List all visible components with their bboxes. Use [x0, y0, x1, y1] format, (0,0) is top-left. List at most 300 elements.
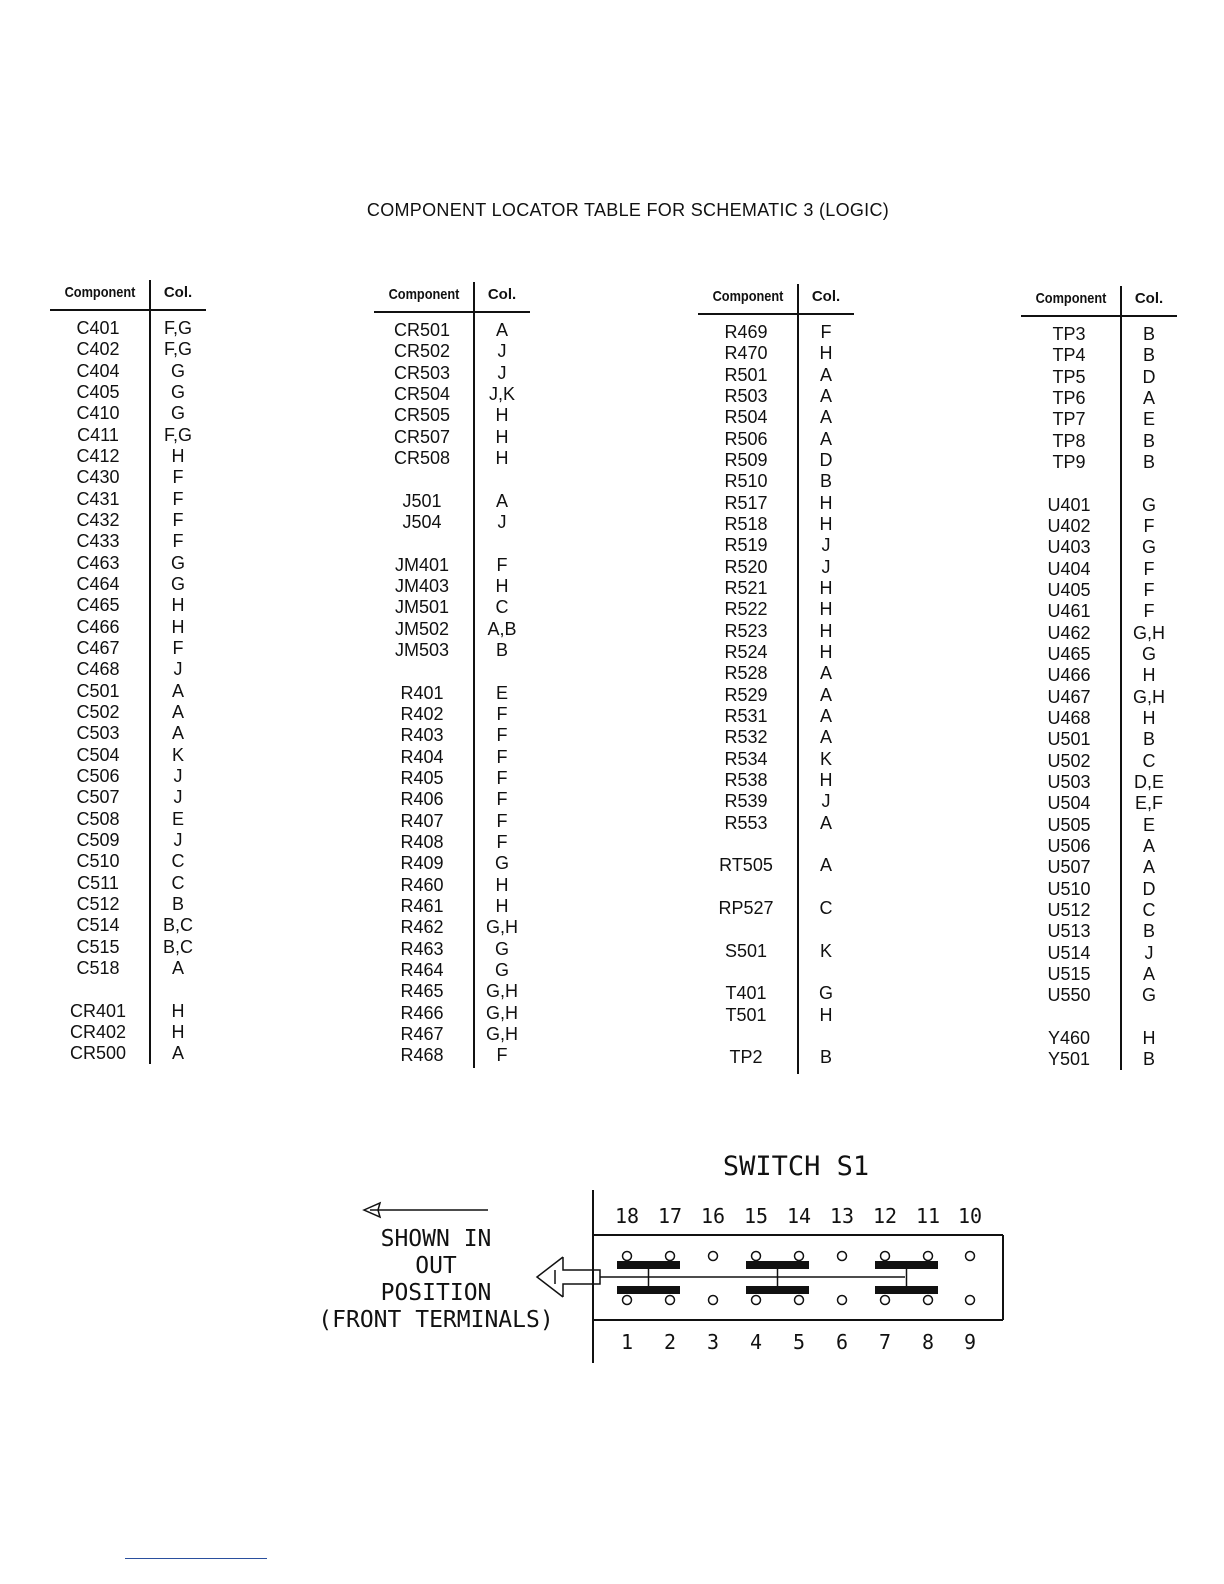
component-cell: U501 — [1047, 729, 1091, 750]
col-cell: H — [171, 445, 185, 466]
col-cell: J,K — [488, 383, 515, 404]
col-cell: E — [1142, 814, 1155, 835]
col-cell: G — [170, 403, 185, 424]
contact-bar — [746, 1261, 809, 1269]
component-cell: U401 — [1047, 494, 1091, 515]
col-cell: H — [819, 513, 833, 534]
terminal-dot — [795, 1252, 804, 1261]
col-cell: G — [1141, 494, 1156, 515]
top-pin-label: 18 — [614, 1204, 640, 1228]
col-cell: G,H — [485, 1002, 518, 1023]
component-cell: R463 — [400, 938, 444, 959]
bottom-pin-label: 1 — [620, 1330, 634, 1354]
col-cell: G,H — [485, 917, 518, 938]
component-cell: R404 — [400, 746, 444, 767]
component-cell: JM401 — [394, 554, 450, 575]
component-cell: R517 — [724, 492, 768, 513]
component-cell: S501 — [724, 940, 768, 961]
component-cell: R408 — [400, 831, 444, 852]
component-cell: R402 — [400, 703, 444, 724]
component-cell: R510 — [724, 471, 768, 492]
component-cell: T401 — [725, 983, 767, 1004]
col-cell: K — [819, 940, 832, 961]
col-cell: F — [1143, 601, 1155, 622]
contact-bar — [617, 1261, 680, 1269]
col-cell: H — [1142, 707, 1156, 728]
terminal-dot — [623, 1296, 632, 1305]
col-cell: C — [819, 897, 833, 918]
col-cell: J — [821, 556, 831, 577]
component-cell: U514 — [1047, 942, 1091, 963]
component-cell: R462 — [400, 917, 444, 938]
col-cell: F — [496, 554, 508, 575]
component-cell: U466 — [1047, 665, 1091, 686]
col-cell: A — [819, 364, 832, 385]
col-cell: G,H — [485, 1023, 518, 1044]
component-cell: U467 — [1047, 686, 1091, 707]
col-cell: F,G — [163, 424, 192, 445]
col-cell: H — [1142, 1027, 1156, 1048]
component-cell: U465 — [1047, 643, 1091, 664]
component-cell: CR402 — [69, 1021, 127, 1042]
component-cell: CR500 — [69, 1043, 127, 1064]
col-cell: B — [1142, 729, 1155, 750]
component-cell: RT505 — [719, 855, 773, 876]
terminal-dot — [666, 1296, 675, 1305]
contact-bar — [875, 1261, 938, 1269]
component-cell: U461 — [1047, 601, 1091, 622]
col-cell: A — [819, 812, 832, 833]
col-cell: F — [172, 531, 184, 552]
col-cell: A — [171, 723, 184, 744]
col-cell: C — [171, 851, 185, 872]
terminal-dot — [924, 1252, 933, 1261]
col-cell: H — [495, 895, 509, 916]
component-cell: TP6 — [1052, 387, 1086, 408]
component-cell: JM502 — [394, 618, 450, 639]
component-cell: J504 — [402, 511, 442, 532]
bottom-pin-label: 2 — [663, 1330, 677, 1354]
component-cell: TP8 — [1052, 430, 1086, 451]
col-cell: J — [173, 765, 183, 786]
col-cell: F — [1143, 558, 1155, 579]
component-cell: R518 — [724, 513, 768, 534]
component-cell: C430 — [76, 467, 120, 488]
component-cell: CR504 — [393, 383, 451, 404]
component-cell: C404 — [76, 360, 120, 381]
terminal-dot — [838, 1296, 847, 1305]
component-cell: TP5 — [1052, 366, 1086, 387]
component-cell: CR505 — [393, 405, 451, 426]
component-cell: C508 — [76, 808, 120, 829]
bottom-pin-labels — [621, 1330, 976, 1354]
col-cell: F — [172, 467, 184, 488]
component-cell: R519 — [724, 535, 768, 556]
caption-line-3: POSITION — [380, 1280, 492, 1306]
component-cell: C411 — [77, 424, 119, 445]
top-pin-label: 16 — [700, 1204, 726, 1228]
component-cell: U468 — [1047, 707, 1091, 728]
component-cell: C514 — [76, 915, 120, 936]
col-cell: F — [496, 746, 508, 767]
component-cell: R504 — [724, 407, 768, 428]
col-header: Col. — [1134, 290, 1164, 307]
col-cell: H — [819, 343, 833, 364]
component-cell: R466 — [400, 1002, 444, 1023]
top-pin-label: 14 — [786, 1204, 812, 1228]
component-cell: C401 — [76, 318, 120, 338]
col-header: Col. — [811, 288, 841, 305]
col-cell: G — [1141, 537, 1156, 558]
component-cell: T501 — [725, 1004, 767, 1025]
col-cell: G — [170, 552, 185, 573]
col-cell: B — [819, 1047, 832, 1068]
col-cell: A — [1142, 963, 1155, 984]
component-cell: R460 — [400, 874, 444, 895]
col-cell: G,H — [485, 981, 518, 1002]
component-cell: C468 — [76, 659, 120, 680]
top-pin-label: 10 — [957, 1204, 983, 1228]
component-cell: C467 — [76, 637, 120, 658]
component-cell: C431 — [76, 488, 120, 509]
terminal-dot — [623, 1252, 632, 1261]
component-cell: C512 — [76, 893, 120, 914]
component-cell: R468 — [400, 1045, 444, 1066]
top-pin-label: 13 — [829, 1204, 855, 1228]
col-cell: A — [1142, 835, 1155, 856]
component-cell: R522 — [724, 599, 768, 620]
component-cell: CR508 — [393, 447, 451, 468]
col-cell: G — [818, 983, 833, 1004]
component-cell: R506 — [724, 428, 768, 449]
col-cell: J — [173, 829, 183, 850]
col-cell: F — [172, 637, 184, 658]
col-cell: J — [821, 791, 831, 812]
component-cell: R532 — [724, 727, 768, 748]
component-cell: R539 — [724, 791, 768, 812]
col-cell: A — [819, 428, 832, 449]
component-cell: C465 — [76, 595, 120, 616]
col-cell: B — [495, 639, 508, 660]
col-cell: B — [1142, 345, 1155, 366]
col-cell: E — [495, 682, 508, 703]
col-cell: G,H — [1132, 686, 1165, 707]
col-cell: A — [171, 680, 184, 701]
component-cell: R464 — [400, 959, 444, 980]
col-cell: B — [1142, 430, 1155, 451]
col-cell: E — [171, 808, 184, 829]
page-title: COMPONENT LOCATOR TABLE FOR SCHEMATIC 3 (LOGIC) — [366, 200, 890, 220]
col-cell: H — [819, 492, 833, 513]
component-cell: R470 — [724, 343, 768, 364]
col-cell: A — [819, 663, 832, 684]
component-cell: R403 — [400, 725, 444, 746]
col-cell: A — [819, 385, 832, 406]
footer-rule — [125, 1558, 267, 1559]
component-cell: C405 — [76, 381, 120, 402]
col-cell: H — [819, 620, 833, 641]
top-pin-label: 12 — [872, 1204, 898, 1228]
component-cell: U515 — [1047, 963, 1091, 984]
bottom-pin-label: 3 — [706, 1330, 720, 1354]
component-cell: U503 — [1047, 771, 1091, 792]
col-cell: H — [495, 874, 509, 895]
terminal-dot — [709, 1296, 718, 1305]
terminal-dot — [838, 1252, 847, 1261]
terminal-dot — [881, 1252, 890, 1261]
component-cell: U502 — [1047, 750, 1091, 771]
component-cell: U405 — [1047, 579, 1091, 600]
switch-title: SWITCH S1 — [722, 1151, 870, 1182]
contact-bar — [746, 1286, 809, 1294]
col-cell: F — [496, 810, 508, 831]
plunger-icon — [537, 1257, 600, 1297]
component-cell: U403 — [1047, 537, 1091, 558]
col-cell: K — [819, 748, 832, 769]
terminal-dot — [709, 1252, 718, 1261]
col-cell: A — [819, 407, 832, 428]
col-cell: G — [170, 573, 185, 594]
col-cell: F — [1143, 515, 1155, 536]
col-cell: B,C — [162, 915, 193, 936]
col-cell: F — [172, 488, 184, 509]
component-cell: C515 — [76, 936, 120, 957]
col-cell: F — [496, 789, 508, 810]
component-cell: C506 — [76, 765, 120, 786]
col-cell: C — [171, 872, 185, 893]
col-cell: F,G — [163, 339, 192, 360]
component-cell: R501 — [724, 364, 768, 385]
component-cell: R509 — [724, 449, 768, 470]
top-pin-labels — [615, 1204, 982, 1228]
terminal-dot — [966, 1296, 975, 1305]
component-cell: U402 — [1047, 515, 1091, 536]
col-cell: J — [497, 362, 507, 383]
component-header: Component — [1035, 290, 1107, 307]
terminal-dot — [881, 1296, 890, 1305]
component-cell: C412 — [76, 445, 120, 466]
component-cell: R465 — [400, 981, 444, 1002]
component-cell: R401 — [400, 682, 444, 703]
col-cell: H — [819, 1004, 833, 1025]
component-cell: U504 — [1047, 793, 1091, 814]
col-cell: C — [1142, 899, 1156, 920]
col-cell: B — [1142, 451, 1155, 472]
col-cell: A — [1142, 857, 1155, 878]
component-cell: TP2 — [729, 1047, 763, 1068]
component-cell: C504 — [76, 744, 120, 765]
col-cell: H — [495, 575, 509, 596]
col-cell: J — [821, 535, 831, 556]
col-cell: F — [496, 831, 508, 852]
col-cell: F — [496, 767, 508, 788]
component-cell: R534 — [724, 748, 768, 769]
contact-bar — [617, 1286, 680, 1294]
col-cell: B — [1142, 1049, 1155, 1070]
col-cell: H — [495, 405, 509, 426]
component-cell: C511 — [77, 872, 119, 893]
component-cell: U550 — [1047, 985, 1091, 1006]
component-cell: C402 — [76, 339, 120, 360]
col-cell: H — [819, 769, 833, 790]
component-cell: CR503 — [393, 362, 451, 383]
component-cell: R406 — [400, 789, 444, 810]
col-cell: B,C — [162, 936, 193, 957]
component-cell: C502 — [76, 701, 120, 722]
component-cell: R469 — [724, 322, 768, 342]
col-cell: J — [173, 659, 183, 680]
col-cell: C — [495, 597, 509, 618]
component-cell: C507 — [76, 787, 120, 808]
component-cell: CR502 — [393, 341, 451, 362]
col-cell: J — [173, 787, 183, 808]
component-cell: C433 — [76, 531, 120, 552]
component-cell: C410 — [76, 403, 120, 424]
component-cell: R520 — [724, 556, 768, 577]
component-cell: CR401 — [69, 1000, 127, 1021]
component-cell: Y460 — [1047, 1027, 1091, 1048]
component-cell: U513 — [1047, 921, 1091, 942]
col-cell: H — [1142, 665, 1156, 686]
component-cell: C510 — [76, 851, 120, 872]
col-header: Col. — [163, 284, 193, 301]
caption-line-1: SHOWN IN — [380, 1226, 492, 1252]
component-cell: R521 — [724, 577, 768, 598]
switch-contacts — [617, 1252, 975, 1305]
component-cell: J501 — [402, 490, 442, 511]
component-cell: TP3 — [1052, 324, 1086, 344]
terminal-dot — [924, 1296, 933, 1305]
terminal-dot — [752, 1296, 761, 1305]
component-cell: C501 — [76, 680, 120, 701]
col-cell: H — [819, 599, 833, 620]
component-cell: R405 — [400, 767, 444, 788]
component-header: Component — [712, 288, 784, 305]
col-cell: B — [819, 471, 832, 492]
col-cell: A — [495, 320, 508, 340]
col-cell: H — [819, 577, 833, 598]
component-cell: U462 — [1047, 622, 1091, 643]
component-cell: U404 — [1047, 558, 1091, 579]
col-cell: F — [1143, 579, 1155, 600]
component-cell: C518 — [76, 957, 120, 978]
component-cell: R553 — [724, 812, 768, 833]
col-cell: G — [170, 360, 185, 381]
component-cell: R528 — [724, 663, 768, 684]
col-cell: F — [496, 725, 508, 746]
col-cell: H — [495, 426, 509, 447]
bottom-pin-label: 8 — [921, 1330, 935, 1354]
component-cell: TP7 — [1052, 409, 1086, 430]
component-cell: U507 — [1047, 857, 1091, 878]
col-cell: D — [1142, 366, 1156, 387]
col-header: Col. — [487, 286, 517, 303]
component-header: Component — [64, 284, 136, 301]
component-cell: R503 — [724, 385, 768, 406]
col-cell: F — [496, 703, 508, 724]
col-cell: A — [495, 490, 508, 511]
terminal-dot — [752, 1252, 761, 1261]
col-cell: E — [1142, 409, 1155, 430]
col-cell: A — [171, 957, 184, 978]
bottom-pin-label: 6 — [835, 1330, 849, 1354]
component-cell: C464 — [76, 573, 120, 594]
component-cell: Y501 — [1047, 1049, 1091, 1070]
component-cell: C466 — [76, 616, 120, 637]
component-cell: R461 — [400, 895, 444, 916]
component-cell: C503 — [76, 723, 120, 744]
terminal-dot — [666, 1252, 675, 1261]
col-cell: J — [497, 511, 507, 532]
col-cell: F — [820, 322, 832, 342]
component-cell: CR501 — [393, 320, 451, 340]
component-cell: U510 — [1047, 878, 1091, 899]
component-cell: TP9 — [1052, 451, 1086, 472]
component-cell: R409 — [400, 853, 444, 874]
col-cell: A — [819, 855, 832, 876]
col-cell: A — [819, 684, 832, 705]
col-cell: H — [171, 1000, 185, 1021]
component-cell: R407 — [400, 810, 444, 831]
col-cell: G — [170, 381, 185, 402]
col-cell: J — [1144, 942, 1154, 963]
terminal-dot — [795, 1296, 804, 1305]
bottom-pin-label: 7 — [878, 1330, 892, 1354]
bottom-pin-label: 5 — [792, 1330, 806, 1354]
col-cell: J — [497, 341, 507, 362]
terminal-dot — [966, 1252, 975, 1261]
col-cell: A — [1142, 387, 1155, 408]
component-cell: R524 — [724, 641, 768, 662]
col-cell: G — [494, 959, 509, 980]
col-cell: A — [171, 701, 184, 722]
col-cell: A — [171, 1043, 184, 1064]
col-cell: G — [494, 853, 509, 874]
col-cell: H — [171, 595, 185, 616]
component-cell: CR507 — [393, 426, 451, 447]
col-cell: G — [1141, 643, 1156, 664]
col-cell: F,G — [163, 318, 192, 338]
top-pin-label: 17 — [657, 1204, 683, 1228]
col-cell: C — [1142, 750, 1156, 771]
component-cell: U505 — [1047, 814, 1091, 835]
top-pin-label: 15 — [743, 1204, 769, 1228]
component-cell: U512 — [1047, 899, 1091, 920]
component-cell: JM503 — [394, 639, 450, 660]
bottom-pin-label: 4 — [749, 1330, 763, 1354]
component-cell: R529 — [724, 684, 768, 705]
caption-line-4: (FRONT TERMINALS) — [318, 1307, 554, 1333]
col-cell: F — [172, 509, 184, 530]
component-header: Component — [388, 286, 460, 303]
caption-line-2: OUT — [415, 1253, 457, 1279]
col-cell: H — [171, 1021, 185, 1042]
col-cell: A,B — [487, 618, 517, 639]
col-cell: D — [819, 449, 833, 470]
component-cell: R531 — [724, 705, 768, 726]
col-cell: B — [1142, 324, 1155, 344]
bottom-pin-label: 9 — [963, 1330, 977, 1354]
col-cell: A — [819, 705, 832, 726]
component-cell: TP4 — [1052, 345, 1086, 366]
col-cell: G,H — [1132, 622, 1165, 643]
component-cell: JM501 — [394, 597, 450, 618]
col-cell: G — [494, 938, 509, 959]
col-cell: B — [1142, 921, 1155, 942]
col-cell: F — [496, 1045, 508, 1066]
top-pin-label: 11 — [915, 1204, 941, 1228]
col-cell: G — [1141, 985, 1156, 1006]
